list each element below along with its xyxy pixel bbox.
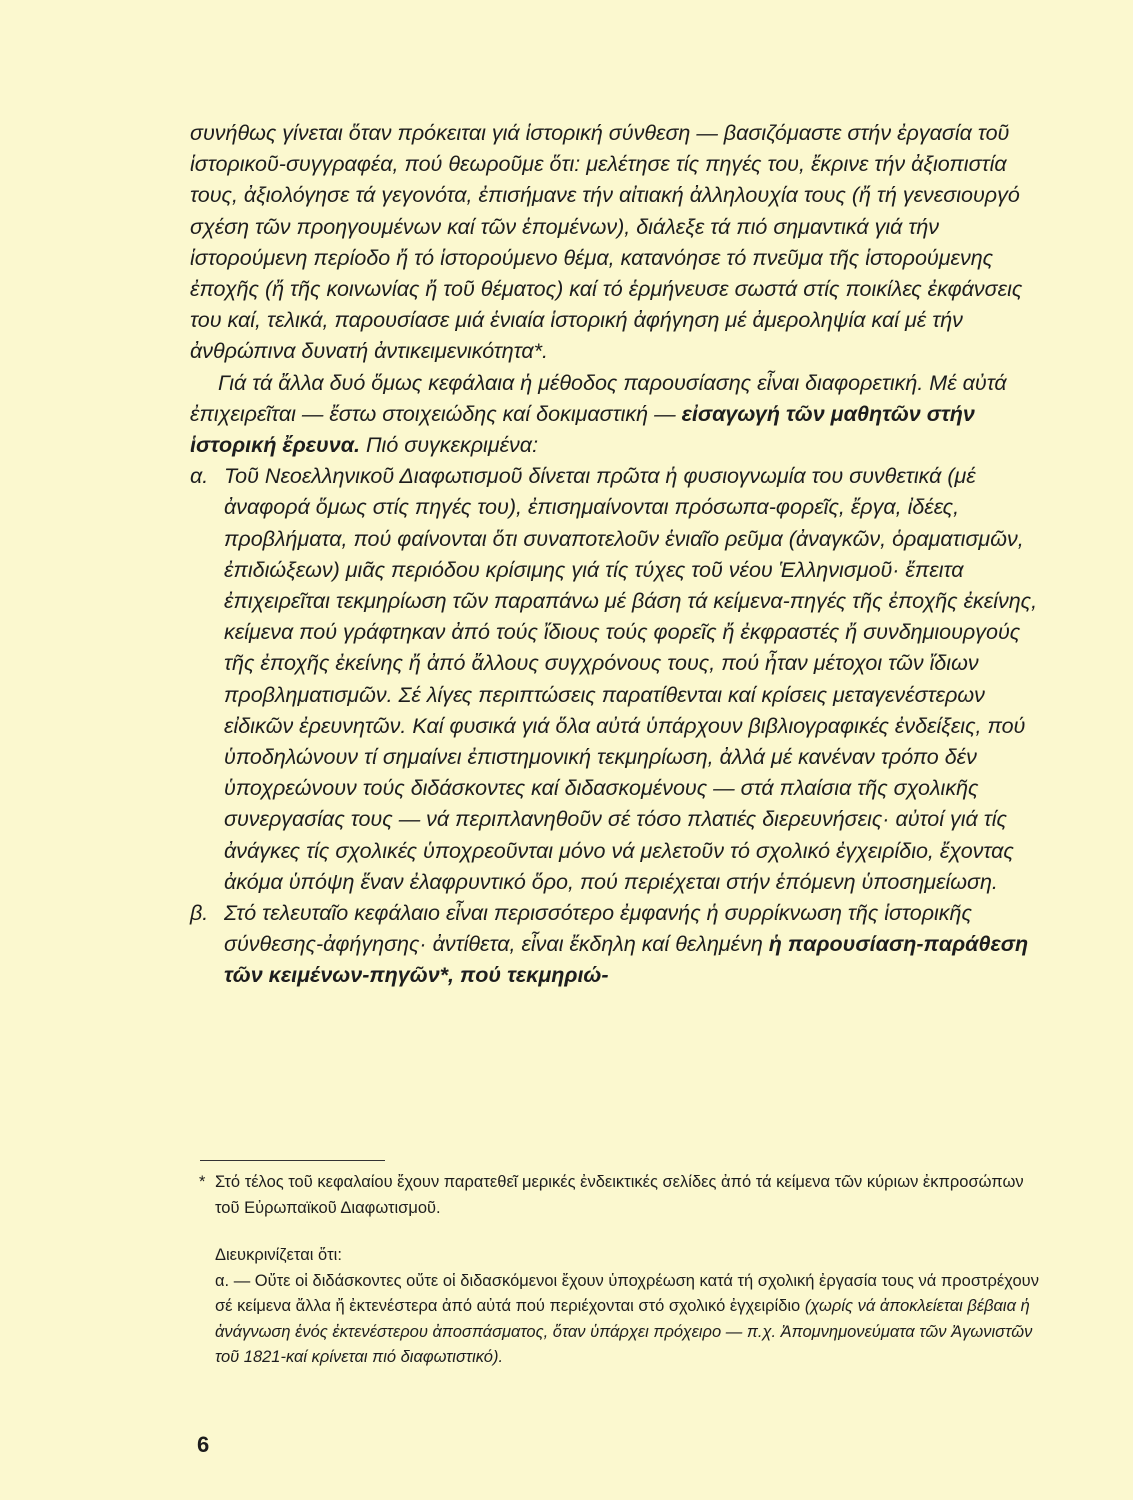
main-text	[190, 118, 1050, 992]
list-item-b-text: Στό τελευταῖο κεφάλαιο εἶναι περισσότερο ἐμφανής ἡ συρρίκνωση τῆς ἱστορικῆς σύνθεσης-ἀφήγησης· ἀντίθετα, εἶναι ἔκδηλη καί θελημένη	[224, 901, 972, 957]
clarification-title: Διευκρινίζεται ὅτι:	[215, 1246, 342, 1264]
footnote-2-italic: (χωρίς νά ἀποκλείεται βέβαια ἡ ἀνάγνωση ἑνός ἐκτενέστερου ἀποσπάσματος, ὅταν ὑπάρχει πρόχειρο — π.χ. Ἀπομνημονεύματα τῶν Ἀγωνιστῶν τοῦ 1821-καί κρίνεται πιό διαφωτιστικό).	[215, 1297, 1033, 1366]
list-item-a-text: Τοῦ Νεοελληνικοῦ Διαφωτισμοῦ δίνεται πρῶτα ἡ φυσιογνωμία του συνθετικά (μέ ἀναφορά ὅμως στίς πηγές του), ἐπισημαίνονται πρόσωπα-φορεῖς, ἔργα, ἰδέες, προβλήματα, πού φαίνονται ὅτι συναποτελοῦν ἑνιαῖο ρεῦμα (ἀναγκῶν, ὁραματισμῶν, ἐπιδιώξεων) μιᾶς περιόδου κρίσιμης γιά τίς τύχες τοῦ νέου Ἑλληνισμοῦ· ἔπειτα ἐπιχειρεῖται τεκμηρίωση τῶν παραπάνω μέ βάση τά κείμενα-πηγές τῆς ἐποχῆς ἐκείνης, κείμενα πού γράφτηκαν ἀπό τούς ἴδιους τούς φορεῖς ἤ ἐκφραστές ἤ συνδημιουργούς τῆς ἐποχῆς ἐκείνης ἤ ἀπό ἄλλους συγχρόνους τους, πού ἦταν μέτοχοι τῶν ἴδιων προβληματισμῶν. Σέ λίγες περιπτώσεις παρατίθενται καί κρίσεις μεταγενέστερων εἰδικῶν ἐρευνητῶν. Καί φυσικά γιά ὅλα αὐτά ὑπάρχουν βιβλιογραφικές ἐνδείξεις, πού ὑποδηλώνουν τί σημαίνει ἐπιστημονική τεκμηρίωση, ἀλλά μέ κανέναν τρόπο δέν ὑποχρεώνουν τούς διδάσκοντες καί διδασκομένους — στά πλαίσια τῆς σχολικῆς συνεργασίας τους — νά περιπλανηθοῦν σέ τόσο πλατιές διερευνήσεις· αὐτοί γιά τίς ἀνάγκες τίς σχολικές ὑποχρεοῦνται μόνο νά μελετοῦν τό σχολικό ἐγχειρίδιο, ἔχοντας ἀκόμα ὑπόψη ἕναν ἐλαφρυντικό ὅρο, πού περιέχεται στήν ἑπόμενη ὑποσημείωση.	[224, 464, 1038, 894]
footnote-1	[199, 1170, 1045, 1221]
list-item-a	[190, 461, 1050, 898]
footnote-2	[215, 1269, 1045, 1371]
list-item-b	[190, 898, 1050, 992]
paragraph-2-emphasis: εἰσαγωγή τῶν μαθητῶν στήν ἱστορική ἔρευνα.	[190, 401, 975, 458]
page-number: 6	[197, 1432, 210, 1457]
list-item-b-emphasis: ἡ παρουσίαση-παράθεση τῶν κειμένων-πηγῶν*, πού τεκμηριώ-	[224, 932, 1029, 988]
list-marker-a: α.	[190, 464, 209, 489]
list-marker-b: β.	[190, 901, 209, 926]
footnote-2-text: α. — Οὔτε οἱ διδάσκοντες οὔτε οἱ διδασκόμενοι ἔχουν ὑποχρέωση κατά τή σχολική ἐργασία τους νά προστρέχουν σέ κείμενα ἄλλα ἤ ἐκτενέστερα ἀπό αὐτά πού περιέχονται στό σχολικό ἐγχειρίδιο	[215, 1271, 1039, 1315]
paragraph-1: συνήθως γίνεται ὅταν πρόκειται γιά ἱστορική σύνθεση — βασιζόμαστε στήν ἐργασία τοῦ ἱστορικοῦ-συγγραφέα, πού θεωροῦμε ὅτι: μελέτησε τίς πηγές του, ἔκρινε τήν ἀξιοπιστία τους, ἀξιολόγησε τά γεγονότα, ἐπισήμανε τήν αἰτιακή ἀλληλουχία τους (ἤ τή γενεσιουργό σχέση τῶν προηγουμένων καί τῶν ἑπομένων), διάλεξε τά πιό σημαντικά γιά τήν ἱστορούμενη περίοδο ἤ τό ἱστορούμενο θέμα, κατανόησε τό πνεῦμα τῆς ἱστορούμενης ἐποχῆς (ἤ τῆς κοινωνίας ἤ τοῦ θέματος) καί τό ἑρμήνευσε σωστά στίς ποικίλες ἐκφάνσεις του καί, τελικά, παρουσίασε μιά ἑνιαία ἱστορική ἀφήγηση μέ ἀμεροληψία καί μέ τήν ἀνθρώπινα δυνατή ἀντικειμενικότητα*.	[190, 121, 1023, 364]
footnote-divider	[200, 1160, 385, 1161]
paragraph-2-tail: Πιό συγκεκριμένα:	[360, 433, 539, 458]
footnotes	[199, 1170, 1045, 1371]
footnote-1-text: Στό τέλος τοῦ κεφαλαίου ἔχουν παρατεθεῖ μερικές ἐνδεικτικές σελίδες ἀπό τά κείμενα τῶν κύριων ἐκπροσώπων τοῦ Εὐρωπαϊκοῦ Διαφωτισμοῦ.	[215, 1173, 1024, 1217]
paragraph-2-text: Γιά τά ἄλλα δυό ὅμως κεφάλαια ἡ μέθοδος παρουσίασης εἶναι διαφορετική. Μέ αὐτά ἐπιχειρεῖται — ἔστω στοιχειώδης καί δοκιμαστική —	[190, 370, 1007, 426]
footnote-star: *	[199, 1173, 206, 1191]
paragraph-2	[190, 368, 1050, 462]
